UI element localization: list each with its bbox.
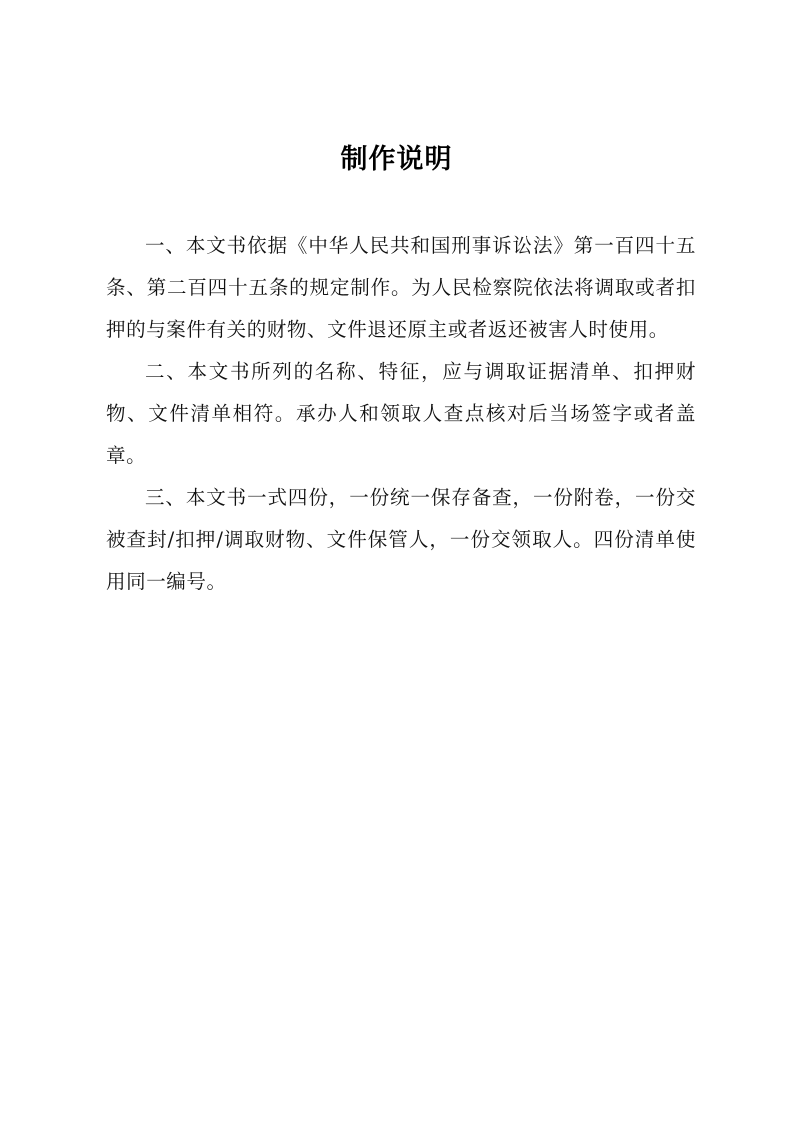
document-body (106, 225, 696, 603)
paragraph-1: 一、本文书依据《中华人民共和国刑事诉讼法》第一百四十五条、第二百四十五条的规定制作。为人民检察院依法将调取或者扣押的与案件有关的财物、文件退还原主或者返还被害人时使用。 (106, 234, 696, 341)
paragraph-2: 二、本文书所列的名称、特征，应与调取证据清单、扣押财物、文件清单相符。承办人和领取人查点核对后当场签字或者盖章。 (106, 360, 696, 467)
paragraph-3: 三、本文书一式四份，一份统一保存备查，一份附卷，一份交被查封/扣押/调取财物、文件保管人，一份交领取人。四份清单使用同一编号。 (106, 486, 696, 593)
page-title: 制作说明 (340, 144, 453, 175)
